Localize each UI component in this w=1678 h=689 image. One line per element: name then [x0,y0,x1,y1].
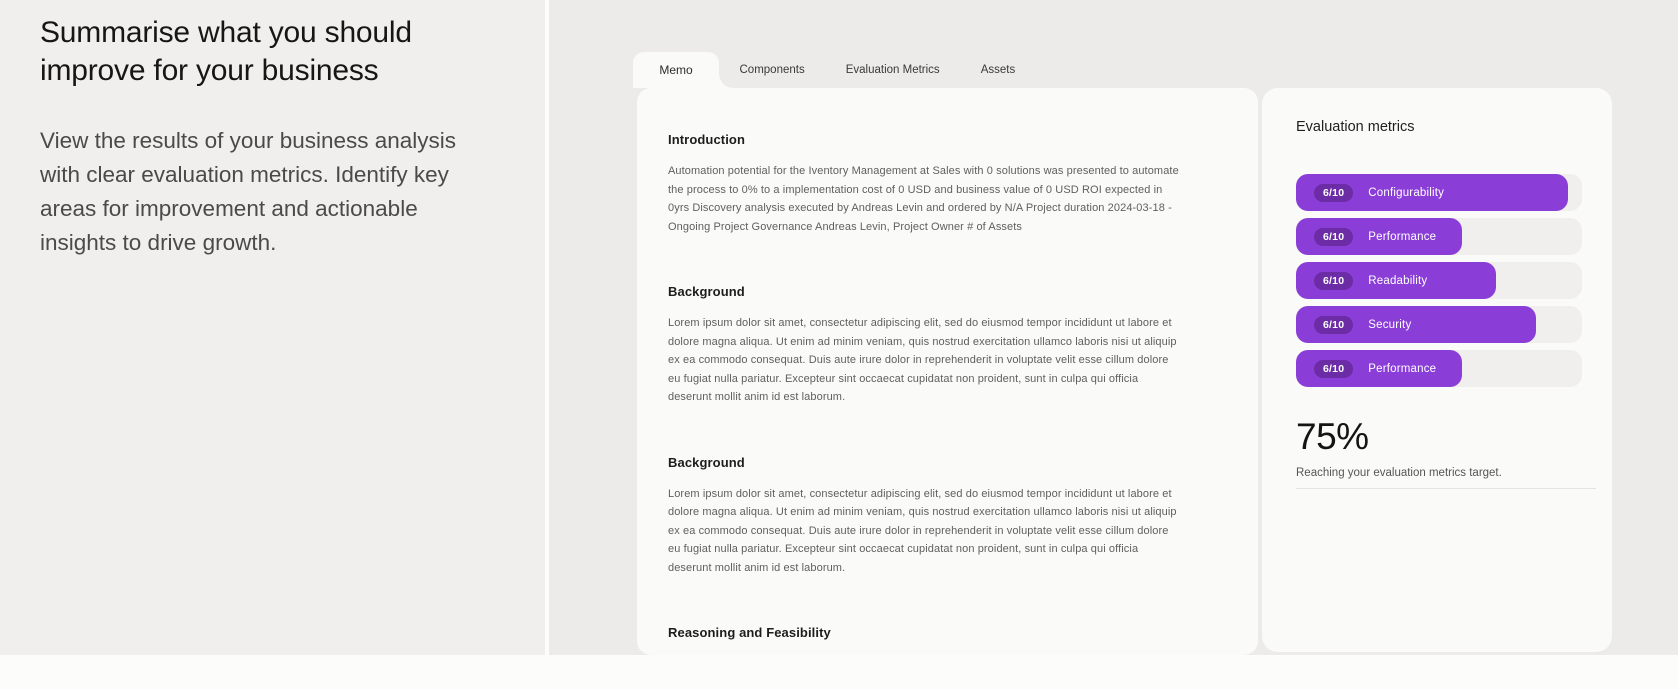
memo-section-background-1 [668,284,1183,407]
hero-title: Summarise what you should improve for your business [40,16,412,87]
metric-bar [1296,218,1582,255]
metric-bar-fill [1296,218,1462,255]
metric-bar-fill [1296,262,1496,299]
tab-bar [633,52,1036,88]
section-heading: Background [668,284,745,299]
memo-section-introduction [668,132,1183,236]
metric-score-badge: 6/10 [1314,360,1353,378]
metric-label: Readability [1368,274,1428,287]
metric-score-badge: 6/10 [1314,316,1353,334]
metric-bar-fill [1296,350,1462,387]
metrics-card [1262,88,1612,652]
hero-description: View the results of your business analysis with clear evaluation metrics. Identify key areas for improvement and actionable insights to drive growth. [40,128,457,255]
metrics-title: Evaluation metrics [1296,119,1415,135]
metric-bars [1296,174,1596,387]
memo-content [668,132,1183,689]
metric-label: Performance [1368,362,1437,375]
metric-label: Configurability [1368,186,1445,199]
hero-panel [0,0,545,655]
tab-evaluation-metrics[interactable]: Evaluation Metrics [845,64,940,76]
section-body: Lorem ipsum dolor sit amet, consectetur adipiscing elit, sed do eiusmod tempor incididunt ut labore et dolore magna aliqua. Ut enim ad minim veniam, quis nostrud exercitation ullamco laboris nisi ut aliquip ex ea commodo consequat. Duis aute irure dolor in reprehenderit in voluptate velit esse cillum dolore eu fugiat nulla pariatur. Excepteur sint occaecat cupidatat non proident, sunt in culpa qui officia deserunt mollit anim id est laborum. [668,487,1177,574]
metrics-summary-value: 75% [1296,416,1369,457]
metric-bar [1296,350,1582,387]
section-heading: Reasoning and Feasibility [668,625,831,640]
metric-label: Performance [1368,230,1437,243]
metrics-summary-caption: Reaching your evaluation metrics target. [1296,467,1502,479]
metric-score-badge: 6/10 [1314,272,1353,290]
metric-bar [1296,306,1582,343]
metric-bar-fill [1296,306,1536,343]
metric-bar-fill [1296,174,1568,211]
metric-bar [1296,262,1582,299]
section-heading: Introduction [668,132,746,147]
memo-section-reasoning [668,625,1183,641]
section-heading: Background [668,454,745,470]
summary-divider [1296,488,1596,489]
metric-score-badge: 6/10 [1314,228,1353,246]
memo-section-background-2 [668,455,1183,578]
section-body: Automation potential for the Iventory Management at Sales with 0 solutions was presented to automate the process to 0% to a implementation cost of 0 USD and business value of 0 USD ROI expected in 0yrs Discovery analysis executed by Andreas Levin and ordered by N/A Project duration 2024-03-18 - Ongoing Project Governance Andreas Levin, Project Owner # of Assets [668,165,1179,233]
tab-memo[interactable]: Memo [633,52,719,88]
tab-assets[interactable]: Assets [980,64,1016,76]
tab-components[interactable]: Components [739,64,805,76]
metric-score-badge: 6/10 [1314,184,1353,202]
section-body: Lorem ipsum dolor sit amet, consectetur adipiscing elit, sed do eiusmod tempor incididunt ut labore et dolore magna aliqua. Ut enim ad minim veniam, quis nostrud exercitation ullamco laboris nisi ut aliquip ex ea commodo consequat. Duis aute irure dolor in reprehenderit in voluptate velit esse cillum dolore eu fugiat nulla pariatur. Excepteur sint occaecat cupidatat non proident, sunt in culpa qui officia deserunt mollit anim id est laborum. [668,317,1177,403]
memo-card [637,88,1258,655]
metric-label: Security [1368,318,1412,331]
metric-bar [1296,174,1582,211]
